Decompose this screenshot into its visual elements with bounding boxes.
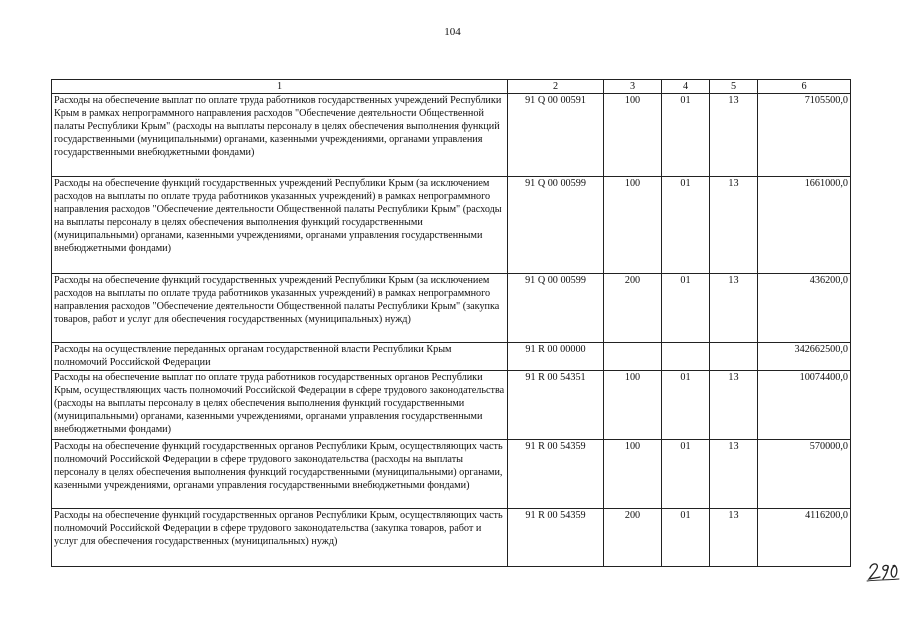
row-amount: 10074400,0	[758, 371, 851, 440]
row-section: 01	[662, 440, 710, 509]
row-amount: 7105500,0	[758, 94, 851, 177]
row-section: 01	[662, 509, 710, 567]
table-row	[52, 371, 851, 440]
row-section	[662, 343, 710, 371]
row-amount: 570000,0	[758, 440, 851, 509]
row-expense-type: 200	[604, 274, 662, 343]
row-subsection: 13	[710, 94, 758, 177]
row-amount: 342662500,0	[758, 343, 851, 371]
row-expense-type: 100	[604, 177, 662, 274]
row-target-code: 91 Q 00 00591	[508, 94, 604, 177]
row-section: 01	[662, 274, 710, 343]
row-subsection: 13	[710, 440, 758, 509]
column-header-2: 2	[508, 80, 604, 94]
row-section: 01	[662, 177, 710, 274]
table-row	[52, 343, 851, 371]
row-description: Расходы на осуществление переданных органам государственной власти Республики Крым полномочий Российской Федерации	[52, 343, 508, 371]
row-amount: 1661000,0	[758, 177, 851, 274]
row-section: 01	[662, 371, 710, 440]
row-target-code: 91 R 00 54351	[508, 371, 604, 440]
row-description: Расходы на обеспечение функций государственных учреждений Республики Крым (за исключением расходов на выплаты по оплате труда работников указанных учреждений) в рамках непрограммного направления расходов "Обеспечение деятельности Общественной палаты Республики Крым" (закупка товаров, работ и услуг для обеспечения государственных (муниципальных) нужд)	[52, 274, 508, 343]
column-header-4: 4	[662, 80, 710, 94]
row-target-code: 91 R 00 00000	[508, 343, 604, 371]
column-header-1: 1	[52, 80, 508, 94]
row-amount: 4116200,0	[758, 509, 851, 567]
table-row	[52, 509, 851, 567]
handwritten-page-mark	[866, 559, 900, 583]
row-amount: 436200,0	[758, 274, 851, 343]
row-expense-type: 100	[604, 371, 662, 440]
row-target-code: 91 R 00 54359	[508, 509, 604, 567]
row-subsection: 13	[710, 371, 758, 440]
row-expense-type: 100	[604, 94, 662, 177]
row-subsection: 13	[710, 177, 758, 274]
row-subsection: 13	[710, 274, 758, 343]
row-subsection: 13	[710, 509, 758, 567]
column-header-3: 3	[604, 80, 662, 94]
row-description: Расходы на обеспечение функций государственных органов Республики Крым, осуществляющих часть полномочий Российской Федерации в сфере трудового законодательства (расходы на выплаты персоналу в целях обеспечения выполнения функций государственными (муниципальными) органами, казенными учреждениями, органами управления государственными внебюджетными фондами)	[52, 440, 508, 509]
row-section: 01	[662, 94, 710, 177]
row-expense-type: 200	[604, 509, 662, 567]
row-description: Расходы на обеспечение выплат по оплате труда работников государственных учреждений Республики Крым в рамках непрограммного направления расходов "Обеспечение деятельности Общественной палаты Республики Крым" (расходы на выплаты персоналу в целях обеспечения выполнения функций государственными (муниципальными) органами, казенными учреждениями, органами управления государственными внебюджетными фондами)	[52, 94, 508, 177]
table-header-row	[52, 80, 851, 94]
row-target-code: 91 Q 00 00599	[508, 177, 604, 274]
row-expense-type: 100	[604, 440, 662, 509]
budget-table	[51, 79, 851, 567]
table-row	[52, 94, 851, 177]
row-target-code: 91 R 00 54359	[508, 440, 604, 509]
table-row	[52, 440, 851, 509]
row-expense-type	[604, 343, 662, 371]
column-header-6: 6	[758, 80, 851, 94]
row-target-code: 91 Q 00 00599	[508, 274, 604, 343]
column-header-5: 5	[710, 80, 758, 94]
table-row	[52, 177, 851, 274]
table-row	[52, 274, 851, 343]
row-subsection	[710, 343, 758, 371]
page-number: 104	[444, 26, 461, 38]
row-description: Расходы на обеспечение выплат по оплате труда работников государственных органов Республики Крым, осуществляющих часть полномочий Российской Федерации в сфере трудового законодательства (расходы на выплаты персоналу в целях обеспечения выполнения функций государственными (муниципальными) органами, казенными учреждениями, органами управления государственными внебюджетными фондами)	[52, 371, 508, 440]
row-description: Расходы на обеспечение функций государственных учреждений Республики Крым (за исключением расходов на выплаты по оплате труда работников указанных учреждений) в рамках непрограммного направления расходов "Обеспечение деятельности Общественной палаты Республики Крым" (расходы на выплаты персоналу в целях обеспечения выполнения функций государственными (муниципальными) органами, казенными учреждениями, органами управления государственными внебюджетными фондами)	[52, 177, 508, 274]
row-description: Расходы на обеспечение функций государственных органов Республики Крым, осуществляющих часть полномочий Российской Федерации в сфере трудового законодательства (закупка товаров, работ и услуг для обеспечения государственных (муниципальных) нужд)	[52, 509, 508, 567]
